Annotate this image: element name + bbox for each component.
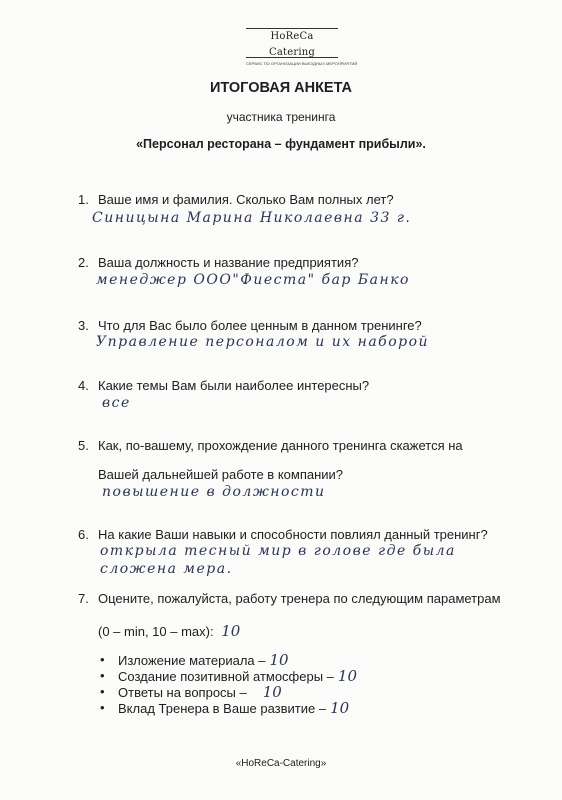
rating-value: 10 — [337, 667, 357, 685]
question-text: Что для Вас было более ценным в данном тренинге? — [98, 318, 422, 333]
rating-label: Вклад Тренера в Ваше развитие – — [118, 701, 327, 716]
question-6 — [78, 527, 488, 542]
rating-item — [100, 652, 357, 668]
rating-value: 10 — [269, 651, 289, 669]
answer-4: все — [102, 395, 131, 411]
rating-value: 10 — [330, 699, 350, 717]
question-text: Ваше имя и фамилия. Сколько Вам полных лет? — [98, 192, 394, 207]
question-text: Как, по-вашему, прохождение данного тренинга скажется на — [98, 438, 463, 453]
question-number: 7. — [78, 591, 89, 606]
footer-company: «HoReCa-Catering» — [235, 758, 327, 769]
rating-list — [100, 652, 357, 716]
rating-value: 10 — [262, 683, 282, 701]
question-7 — [78, 591, 501, 606]
answer-5: повышение в должности — [102, 484, 326, 500]
document-title: ИТОГОВАЯ АНКЕТА — [209, 80, 353, 96]
rating-scale-label: (0 – min, 10 – max): — [98, 624, 214, 639]
rating-label: Изложение материала – — [118, 653, 266, 668]
question-number: 6. — [78, 527, 89, 542]
question-3 — [78, 318, 422, 333]
question-number: 3. — [78, 318, 89, 333]
question-number: 1. — [78, 192, 89, 207]
rating-scale — [98, 622, 240, 640]
question-5 — [78, 438, 463, 453]
rating-label: Ответы на вопросы – — [118, 685, 247, 700]
rating-label: Создание позитивной атмосферы – — [118, 669, 334, 684]
question-text: Ваша должность и название предприятия? — [98, 255, 359, 270]
answer-2: менеджер ООО"Фиеста" бар Банко — [96, 272, 410, 288]
question-number: 2. — [78, 255, 89, 270]
answer-3: Управление персоналом и их наборой — [96, 334, 430, 350]
question-text: Оцените, пожалуйста, работу тренера по следующим параметрам — [98, 591, 501, 606]
question-text: На какие Ваши навыки и способности повлиял данный тренинг? — [98, 527, 488, 542]
rating-scale-answer: 10 — [221, 622, 241, 640]
question-5-continued: Вашей дальнейшей работе в компании? — [98, 467, 344, 482]
answer-1: Синицына Марина Николаевна 33 г. — [92, 210, 412, 226]
rating-item — [100, 668, 357, 684]
rating-item — [100, 684, 357, 700]
document-subtitle: участника тренинга — [226, 110, 336, 124]
answer-6-line-1: открыла тесный мир в голове где была — [100, 543, 456, 559]
logo-text: HoReCa Catering — [269, 31, 315, 58]
course-name: «Персонал ресторана – фундамент прибыли». — [136, 137, 426, 151]
company-logo — [246, 28, 358, 66]
question-text: Какие темы Вам были наиболее интересны? — [98, 378, 370, 393]
question-2 — [78, 255, 358, 270]
question-1 — [78, 192, 394, 207]
rating-item — [100, 700, 357, 716]
question-4 — [78, 378, 369, 393]
question-number: 5. — [78, 438, 89, 453]
answer-6-line-2: сложена мера. — [100, 561, 233, 577]
question-number: 4. — [78, 378, 89, 393]
logo-tagline: СЕРВИС ПО ОРГАНИЗАЦИИ ВЫЕЗДНЫХ МЕРОПРИЯТИЙ — [246, 61, 358, 66]
